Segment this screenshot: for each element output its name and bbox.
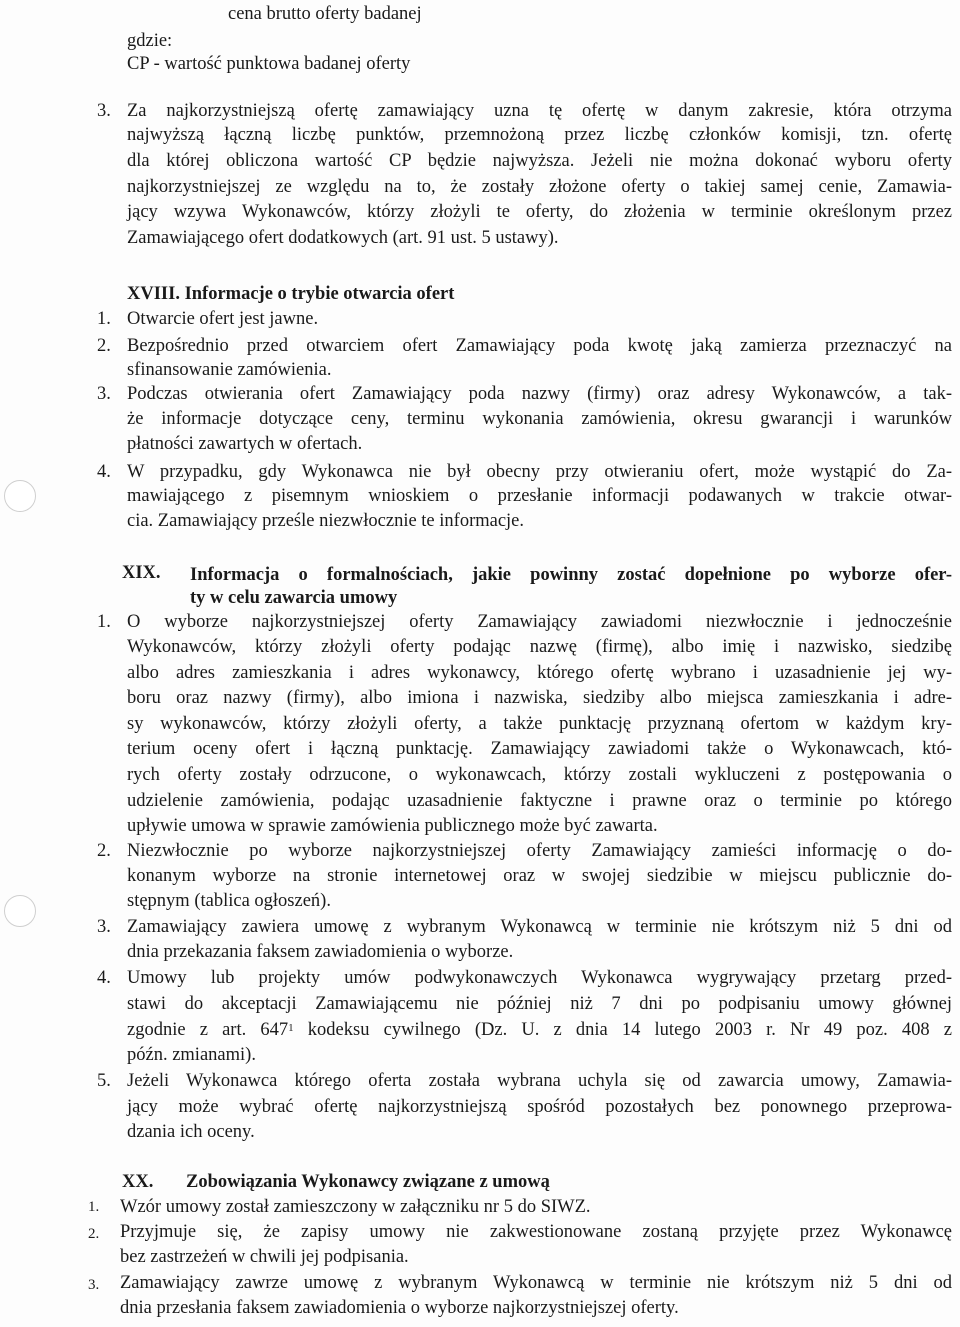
list-item-line: Jeżeli Wykonawca którego oferta została wybrana uchyla się od zawarcia umowy, Zamawia-	[127, 1071, 952, 1091]
list-item-line: Zamawiający zawrze umowę z wybranym Wykonawcą w terminie nie krótszym niż 5 dni od	[120, 1273, 952, 1293]
superscript: 1	[288, 1022, 294, 1034]
list-number: 3.	[97, 384, 111, 404]
list-item-line: sfinansowanie zamówienia.	[127, 360, 332, 380]
list-item-line: stępnym (tablica ogłoszeń).	[127, 891, 331, 911]
list-item-line: płatności zawartych w ofertach.	[127, 434, 363, 454]
list-item-line: konanym wyborze na stronie internetowej oraz w swojej siedzibie w miejscu publicznie do-	[127, 866, 952, 886]
list-number: 3.	[97, 101, 111, 121]
paragraph-line: Za najkorzystniejszą ofertę zamawiający uzna tę ofertę w danym zakresie, która otrzyma	[127, 101, 952, 121]
list-item-line: Podczas otwierania ofert Zamawiający poda nazwy (firmy) oraz adresy Wykonawców, a tak-	[127, 384, 952, 404]
paragraph-line: najwyższą łączną liczbę punktów, przemnożoną przez liczbę członków komisji, tzn. ofertę	[127, 125, 952, 145]
list-item-line: Otwarcie ofert jest jawne.	[127, 309, 319, 329]
punch-hole-top	[4, 480, 36, 512]
list-item-line: W przypadku, gdy Wykonawca nie był obecny przy otwieraniu ofert, może wystąpić do Za-	[127, 462, 952, 482]
list-item-line: Przyjmuje się, że zapisy umowy nie zakwestionowane zostaną przyjęte przez Wykonawcę	[120, 1222, 952, 1242]
punch-hole-bottom	[4, 895, 36, 927]
list-item-line: Bezpośrednio przed otwarciem ofert Zamawiający poda kwotę jaką zamierza przeznaczyć na	[127, 336, 952, 356]
list-item-line: późn. zmianami).	[127, 1045, 256, 1065]
paragraph-line: najkorzystniejszej ze względu na to, że zostały złożone oferty o takiej samej cenie, Zamawia-	[127, 177, 952, 197]
list-item-line	[127, 1019, 952, 1041]
list-item-line: upływie umowa w sprawie zamówienia publicznego może być zawarta.	[127, 816, 658, 836]
list-item-line: rych oferty zostały odrzucone, o wykonawcach, którzy zostali wykluczeni z postępowania o	[127, 765, 952, 785]
list-number: 2.	[88, 1226, 100, 1242]
list-item-line: udzielenie zamówienia, podając uzasadnienie faktyczne i prawne oraz o terminie po którego	[127, 791, 952, 811]
list-item-line: że informacje dotyczące ceny, terminu wykonania zamówienia, okresu gwarancji i warunków	[127, 409, 952, 429]
list-item-line: Niezwłocznie po wyborze najkorzystniejszej oferty Zamawiający zamieści informację o do-	[127, 841, 952, 861]
cp-definition: CP - wartość punktowa badanej oferty	[127, 54, 411, 74]
paragraph-line: jący wzywa Wykonawców, którzy złożyli te oferty, do złożenia w terminie określonym przez	[127, 202, 952, 222]
list-number: 4.	[97, 968, 111, 988]
section-heading-xix-cont: ty w celu zawarcia umowy	[190, 588, 398, 608]
list-item-line: bez zastrzeżeń w chwili jej podpisania.	[120, 1247, 409, 1267]
paragraph-line: dla której obliczona wartość CP będzie najwyższa. Jeżeli nie można dokonać wyboru oferty	[127, 151, 952, 171]
list-item-line: stawi do akceptacji Zamawiającemu nie później niż 7 dni po podpisaniu umowy głównej	[127, 994, 952, 1014]
formula-denominator: cena brutto oferty badanej	[228, 4, 422, 24]
list-item-line: dzania ich oceny.	[127, 1122, 255, 1142]
list-item-line: albo adres zamieszkania i adres wykonawcy, którego ofertę wybrano i uzasadnienie jej wy-	[127, 663, 952, 683]
list-number: 1.	[88, 1199, 100, 1215]
section-number-xx: XX.	[122, 1172, 154, 1192]
list-item-line: terium oceny ofert i łączną punktację. Zamawiający zawiadomi także o Wykonawcach, któ-	[127, 739, 952, 759]
list-item-line: boru oraz nazwy (firmy), albo imiona i nazwiska, siedziby albo miejsca zamieszkania i adre-	[127, 688, 952, 708]
citation-text: zgodnie z art. 647	[127, 1020, 289, 1040]
list-number: 2.	[97, 336, 111, 356]
list-item-line: Wykonawców, którzy złożyli oferty podając nazwę (firmę), albo imię i nazwisko, siedzibę	[127, 637, 952, 657]
where-label: gdzie:	[127, 31, 173, 51]
list-item-line: Wzór umowy został zamieszczony w załączniku nr 5 do SIWZ.	[120, 1197, 591, 1217]
list-item-line: Zamawiający zawiera umowę z wybranym Wykonawcą w terminie nie krótszym niż 5 dni od	[127, 917, 952, 937]
list-number: 1.	[97, 309, 111, 329]
section-number-xix: XIX.	[122, 563, 161, 583]
list-number: 5.	[97, 1071, 111, 1091]
section-heading-xviii: XVIII. Informacje o trybie otwarcia ofert	[127, 284, 455, 304]
list-item-line: O wyborze najkorzystniejszej oferty Zamawiający zawiadomi niezwłocznie i jednocześnie	[127, 612, 952, 632]
list-number: 4.	[97, 462, 111, 482]
list-item-line: Umowy lub projekty umów podwykonawczych Wykonawca wygrywający przetarg przed-	[127, 968, 952, 988]
citation-text-cont: kodeksu cywilnego (Dz. U. z dnia 14 lutego 2003 r. Nr 49 poz. 408 z	[293, 1020, 952, 1040]
list-item-line: cia. Zamawiający prześle niezwłocznie te informacje.	[127, 511, 525, 531]
paragraph-line: Zamawiającego ofert dodatkowych (art. 91 ust. 5 ustawy).	[127, 228, 559, 248]
list-number: 3.	[97, 917, 111, 937]
list-number: 3.	[88, 1277, 100, 1293]
list-item-line: sy wykonawców, którzy złożyli oferty, a także punktację przyznaną ofertom w każdym kry-	[127, 714, 952, 734]
list-number: 1.	[97, 612, 111, 632]
list-item-line: jący może wybrać ofertę najkorzystniejszą spośród pozostałych bez ponownego przeprowa-	[127, 1097, 952, 1117]
list-item-line: dnia przekazania faksem zawiadomienia o wyborze.	[127, 942, 514, 962]
section-heading-xx: Zobowiązania Wykonawcy związane z umową	[186, 1172, 550, 1192]
section-heading-xix: Informacja o formalnościach, jakie powinny zostać dopełnione po wyborze ofer-	[190, 565, 952, 585]
list-item-line: dnia przesłania faksem zawiadomienia o wyborze najkorzystniejszej oferty.	[120, 1298, 679, 1318]
list-item-line: mawiającego z pisemnym wnioskiem o przesłanie informacji podawanych w trakcie otwar-	[127, 486, 952, 506]
list-number: 2.	[97, 841, 111, 861]
